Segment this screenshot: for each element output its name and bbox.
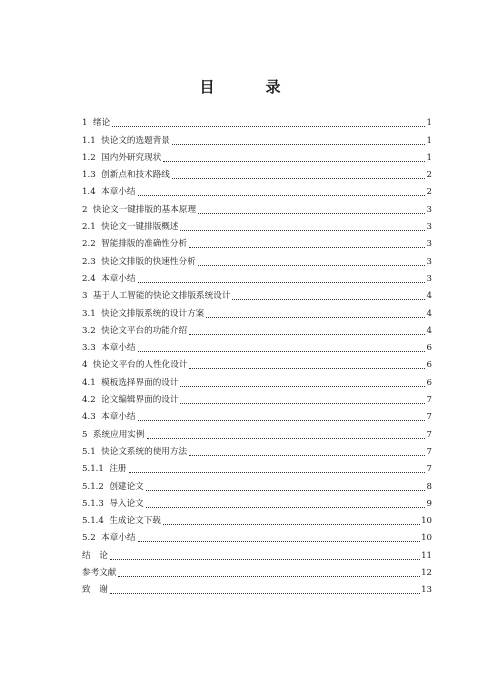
toc-entry-label: 1.3 创新点和技术路线 — [82, 170, 170, 181]
toc-entry-page-number: 1 — [426, 152, 432, 163]
toc-entry-page-number: 2 — [426, 170, 432, 181]
toc-leader-dots — [110, 559, 420, 560]
toc-entry-page-number: 7 — [426, 464, 432, 475]
toc-entry[interactable] — [82, 475, 432, 492]
toc-leader-dots — [172, 178, 425, 179]
toc-entry-label: 3.3 本章小结 — [82, 343, 136, 354]
toc-entry-label: 4.3 本章小结 — [82, 412, 136, 423]
toc-entry[interactable] — [82, 164, 432, 181]
toc-leader-dots — [163, 161, 425, 162]
toc-entry-page-number: 1 — [426, 135, 432, 146]
toc-leader-dots — [232, 299, 425, 300]
toc-entry-label: 2.4 本章小结 — [82, 273, 136, 284]
table-of-contents — [82, 112, 432, 596]
toc-entry-page-number: 10 — [421, 516, 432, 527]
toc-entry-label: 3 基于人工智能的快论文排版系统设计 — [82, 291, 231, 302]
toc-leader-dots — [189, 334, 425, 335]
toc-entry[interactable] — [82, 112, 432, 129]
toc-entry[interactable] — [82, 250, 432, 267]
toc-title: 目 录 — [199, 78, 299, 96]
toc-entry-page-number: 4 — [426, 308, 432, 319]
toc-entry[interactable] — [82, 562, 432, 579]
toc-leader-dots — [163, 524, 420, 525]
toc-entry-label: 3.1 快论文排版系统的设计方案 — [82, 308, 205, 319]
toc-entry-label: 5.1 快论文系统的使用方法 — [82, 446, 188, 457]
toc-entry[interactable] — [82, 579, 432, 596]
toc-entry-label: 致 谢 — [82, 585, 108, 596]
toc-leader-dots — [138, 420, 425, 421]
toc-entry-label: 5.1.1 注册 — [82, 464, 127, 475]
toc-entry-page-number: 3 — [426, 256, 432, 267]
toc-entry-page-number: 3 — [426, 273, 432, 284]
toc-entry-page-number: 10 — [421, 533, 432, 544]
toc-entry[interactable] — [82, 493, 432, 510]
toc-entry-page-number: 13 — [421, 585, 432, 596]
toc-entry[interactable] — [82, 389, 432, 406]
toc-leader-dots — [180, 386, 425, 387]
toc-leader-dots — [180, 403, 425, 404]
toc-entry-label: 1.2 国内外研究现状 — [82, 152, 162, 163]
toc-entry-label: 参考文献 — [82, 568, 117, 579]
toc-entry[interactable] — [82, 510, 432, 527]
toc-entry[interactable] — [82, 268, 432, 285]
toc-entry-page-number: 12 — [421, 568, 432, 579]
toc-entry-page-number: 6 — [426, 343, 432, 354]
toc-entry-page-number: 4 — [426, 291, 432, 302]
toc-leader-dots — [189, 368, 425, 369]
toc-entry-page-number: 3 — [426, 222, 432, 233]
toc-entry[interactable] — [82, 147, 432, 164]
toc-entry[interactable] — [82, 198, 432, 215]
toc-entry-label: 2.3 快论文排版的快速性分析 — [82, 256, 196, 267]
toc-leader-dots — [198, 213, 425, 214]
toc-entry[interactable] — [82, 337, 432, 354]
toc-entry[interactable] — [82, 458, 432, 475]
toc-leader-dots — [189, 247, 425, 248]
toc-leader-dots — [189, 455, 425, 456]
toc-leader-dots — [129, 472, 425, 473]
toc-entry[interactable] — [82, 181, 432, 198]
toc-entry[interactable] — [82, 441, 432, 458]
toc-entry-page-number: 7 — [426, 395, 432, 406]
toc-entry-page-number: 6 — [426, 377, 432, 388]
toc-entry[interactable] — [82, 320, 432, 337]
toc-entry-page-number: 7 — [426, 412, 432, 423]
toc-leader-dots — [138, 351, 425, 352]
toc-leader-dots — [206, 317, 425, 318]
toc-leader-dots — [110, 593, 420, 594]
toc-leader-dots — [146, 507, 425, 508]
toc-entry-label: 5.1.2 创建论文 — [82, 481, 144, 492]
toc-entry-page-number: 7 — [426, 446, 432, 457]
toc-entry-page-number: 11 — [421, 550, 432, 561]
toc-entry[interactable] — [82, 544, 432, 561]
toc-entry-page-number: 6 — [426, 360, 432, 371]
toc-entry-label: 4.1 模板选择界面的设计 — [82, 377, 179, 388]
toc-leader-dots — [138, 195, 425, 196]
toc-entry-label: 1.4 本章小结 — [82, 187, 136, 198]
toc-entry[interactable] — [82, 302, 432, 319]
toc-leader-dots — [138, 541, 421, 542]
toc-entry-page-number: 9 — [426, 498, 432, 509]
toc-entry-label: 2.1 快论文一键排版概述 — [82, 222, 179, 233]
toc-entry[interactable] — [82, 371, 432, 388]
toc-leader-dots — [147, 438, 426, 439]
toc-leader-dots — [138, 282, 425, 283]
toc-entry-label: 1.1 快论文的选题背景 — [82, 135, 170, 146]
toc-leader-dots — [118, 576, 420, 577]
toc-leader-dots — [146, 490, 425, 491]
toc-entry-label: 5 系统应用实例 — [82, 429, 145, 440]
toc-entry[interactable] — [82, 216, 432, 233]
toc-leader-dots — [198, 265, 425, 266]
toc-entry-label: 5.1.3 导入论文 — [82, 498, 144, 509]
toc-entry-label: 4 快论文平台的人性化设计 — [82, 360, 188, 371]
toc-entry-page-number: 7 — [426, 429, 432, 440]
toc-entry-page-number: 3 — [426, 239, 432, 250]
toc-entry-page-number: 3 — [426, 204, 432, 215]
toc-entry[interactable] — [82, 129, 432, 146]
toc-entry[interactable] — [82, 527, 432, 544]
toc-entry[interactable] — [82, 285, 432, 302]
toc-entry-label: 4.2 论文编辑界面的设计 — [82, 395, 179, 406]
toc-entry[interactable] — [82, 354, 432, 371]
toc-entry-page-number: 4 — [426, 325, 432, 336]
toc-leader-dots — [172, 144, 425, 145]
toc-entry[interactable] — [82, 423, 432, 440]
toc-entry-label: 5.2 本章小结 — [82, 533, 136, 544]
toc-entry[interactable] — [82, 406, 432, 423]
toc-entry-label: 2 快论文一键排版的基本原理 — [82, 204, 197, 215]
toc-entry-label: 2.2 智能排版的准确性分析 — [82, 239, 188, 250]
toc-entry-label: 5.1.4 生成论文下载 — [82, 516, 161, 527]
toc-entry[interactable] — [82, 233, 432, 250]
toc-entry-label: 1 绪论 — [82, 118, 111, 129]
toc-leader-dots — [180, 230, 425, 231]
toc-entry-page-number: 8 — [426, 481, 432, 492]
toc-entry-page-number: 2 — [426, 187, 432, 198]
toc-leader-dots — [112, 126, 425, 127]
toc-entry-label: 3.2 快论文平台的功能介绍 — [82, 325, 188, 336]
toc-entry-page-number: 1 — [426, 118, 432, 129]
toc-entry-label: 结 论 — [82, 550, 108, 561]
